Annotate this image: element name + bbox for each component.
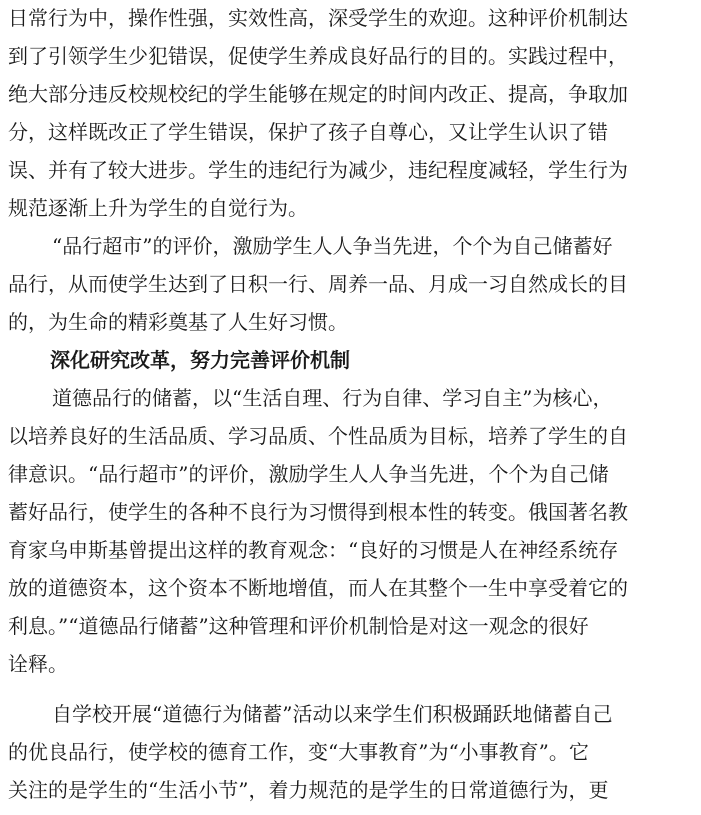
- text-line: 误、并有了较大进步。学生的违纪行为减少，违纪程度减轻，学生行为: [8, 158, 628, 182]
- section-heading: 深化研究改革，努力完善评价机制: [50, 348, 350, 372]
- text-line: 蓄好品行，使学生的各种不良行为习惯得到根本性的转变。俄国著名教: [8, 500, 628, 524]
- text-line: 规范逐渐上升为学生的自觉行为。: [8, 196, 308, 220]
- text-line: 日常行为中，操作性强，实效性高，深受学生的欢迎。这种评价机制达: [8, 6, 628, 30]
- paragraph-first-line: “品行超市”的评价，激励学生人人争当先进，个个为自己储蓄好: [52, 234, 613, 258]
- text-line: 放的道德资本，这个资本不断地增值，而人在其整个一生中享受着它的: [8, 576, 628, 600]
- text-line: 以培养良好的生活品质、学习品质、个性品质为目标，培养了学生的自: [8, 424, 628, 448]
- text-line: 的，为生命的精彩奠基了人生好习惯。: [8, 310, 348, 334]
- text-line: 利息。”“道德品行储蓄”这种管理和评价机制恰是对这一观念的很好: [8, 614, 589, 638]
- text-line: 绝大部分违反校规校纪的学生能够在规定的时间内改正、提高，争取加: [8, 82, 628, 106]
- text-line: 分，这样既改正了学生错误，保护了孩子自尊心，又让学生认识了错: [8, 120, 608, 144]
- text-line: 关注的是学生的“生活小节”，着力规范的是学生的日常道德行为，更: [8, 778, 609, 802]
- text-line: 律意识。“品行超市”的评价，激励学生人人争当先进，个个为自己储: [8, 462, 609, 486]
- text-line: 品行，从而使学生达到了日积一行、周养一品、月成一习自然成长的目: [8, 272, 628, 296]
- text-line: 诠释。: [8, 652, 68, 676]
- text-line: 的优良品行，使学校的德育工作，变“大事教育”为“小事教育”。它: [8, 740, 589, 764]
- text-line: 到了引领学生少犯错误，促使学生养成良好品行的目的。实践过程中，: [8, 44, 628, 68]
- paragraph-first-line: 道德品行的储蓄，以“生活自理、行为自律、学习自主”为核心，: [52, 386, 613, 410]
- paragraph-first-line: 自学校开展“道德行为储蓄”活动以来学生们积极踊跃地储蓄自己: [52, 702, 613, 726]
- text-line: 育家乌申斯基曾提出这样的教育观念：“良好的习惯是人在神经系统存: [8, 538, 619, 562]
